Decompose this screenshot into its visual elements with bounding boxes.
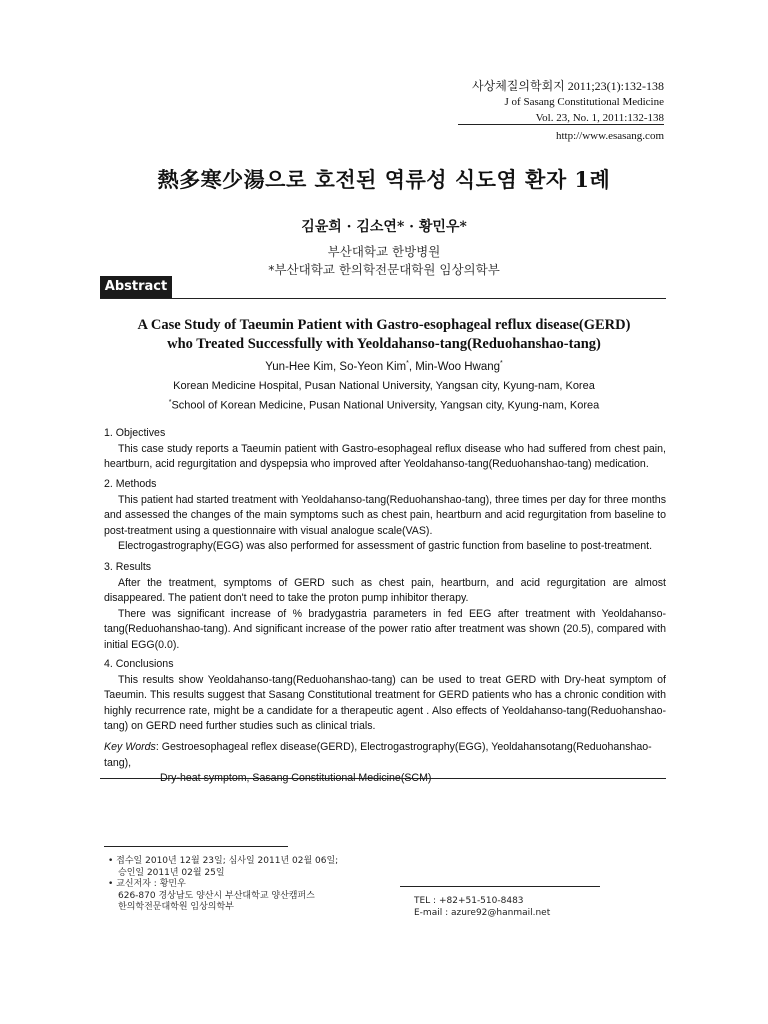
footnote-address-1: 626-870 경상남도 양산시 부산대학교 양산캠퍼스 <box>118 890 315 901</box>
english-title <box>0 316 768 354</box>
author-names-a: Yun-Hee Kim, So-Yeon Kim <box>265 360 407 373</box>
objectives-paragraph: This case study reports a Taeumin patient with Gastro-esophageal reflux disease who had suffered from chest pain, heartburn, acid regurgitation and dyspepsia who improved after Yeoldahanso-tang(Reduohanshao-tang) medication. <box>104 442 666 470</box>
journal-ref: 2011;23(1):132-138 <box>567 79 664 93</box>
affiliation-mark: * <box>168 399 172 406</box>
korean-title: 熱多寒少湯으로 호전된 역류성 식도염 환자 1례 <box>157 167 611 192</box>
contact-info <box>414 896 550 919</box>
conclusions-heading: 4. Conclusions <box>104 658 174 670</box>
contact-rule <box>400 886 600 887</box>
korean-affiliation-1: 부산대학교 한방병원 <box>327 244 441 259</box>
abstract-label: Abstract <box>100 276 172 298</box>
keywords-list-2: Dry-heat symptom, Sasang Constitutional Medicine(SCM) <box>160 772 432 784</box>
author-names-b: , Min-Woo Hwang <box>408 360 501 373</box>
footnote-accepted: 승인일 2011년 02월 25일 <box>118 867 225 878</box>
journal-name-english: J of Sasang Constitutional Medicine <box>504 96 664 108</box>
author-mark-2: * <box>500 360 503 367</box>
footnote-rule <box>104 846 288 847</box>
affiliation-2-text: School of Korean Medicine, Pusan National University, Yangsan city, Kyung-nam, Korea <box>171 399 600 412</box>
english-affiliation-1: Korean Medicine Hospital, Pusan National University, Yangsan city, Kyung-nam, Korea <box>173 380 595 392</box>
journal-url[interactable]: http://www.esasang.com <box>555 130 664 142</box>
journal-header <box>472 78 664 144</box>
footnote-address-2: 한의학전문대학원 임상의학부 <box>118 902 234 912</box>
korean-affiliation-2: *부산대학교 한의학전문대학원 임상의학부 <box>268 262 500 277</box>
abstract-bottom-rule <box>100 778 666 779</box>
abstract-bar <box>100 276 666 299</box>
journal-citation <box>472 78 664 94</box>
conclusions-paragraph: This results show Yeoldahanso-tang(Reduohanshao-tang) can be used to treat GERD with Dry-heat symptom of Taeumin. This results suggest that Sasang Constitutional treatment for GERD patients who has a chronic condition with highly recurrence rate, might be a candidate for a therapeutic agent . Also effects of Yeoldahanso-tang(Reduohanshao-tang) on GERD need further studies such as clinical trials. <box>104 673 666 732</box>
keywords-line-1 <box>104 740 666 771</box>
korean-authors: 김윤희 · 김소연* · 황민우* <box>301 219 467 235</box>
english-title-line-2: who Treated Successfully with Yeoldahanso-tang(Reduohanshao-tang) <box>167 336 601 352</box>
contact-email[interactable]: E-mail : azure92@hanmail.net <box>414 907 551 918</box>
methods-paragraph-1: This patient had started treatment with Yeoldahanso-tang(Reduohanshao-tang), three times per day for three months and assessed the changes of the main symptoms such as chest pain, heartburn and acid regurgitation from baseline to post-treatment using a questionnaire with visual analogue scale(VAS). <box>104 493 666 537</box>
methods-paragraph-2: Electrogastrography(EGG) was also performed for assessment of gastric function from baseline to post-treatment. <box>118 540 653 552</box>
section-methods <box>104 477 666 555</box>
journal-volume: Vol. 23, No. 1, 2011:132-138 <box>535 112 664 124</box>
results-heading: 3. Results <box>104 561 152 573</box>
section-conclusions <box>104 657 666 735</box>
author-mark-1: * <box>406 360 409 367</box>
footnote-received: • 접수일 2010년 12월 23일; 심사일 2011년 02월 06일; <box>108 856 339 866</box>
keywords-list-1: : Gestroesophageal reflex disease(GERD), Electrogastrography(EGG), Yeoldahansotang(Reduohanshao-tang), <box>104 741 652 769</box>
keywords-label: Key Words <box>104 741 156 753</box>
english-title-line-1: A Case Study of Taeumin Patient with Gastro-esophageal reflux disease(GERD) <box>137 317 631 333</box>
methods-heading: 2. Methods <box>104 478 157 490</box>
journal-name-korean: 사상체질의학회지 <box>472 79 565 93</box>
header-rule <box>458 124 664 125</box>
footnotes <box>108 856 338 914</box>
footnote-correspondence: • 교신저자 : 황민우 <box>108 879 186 889</box>
section-results <box>104 560 666 653</box>
results-paragraph-2: There was significant increase of % bradygastria parameters in fed EEG after treatment with Yeoldahanso-tang(Reduohanshao-tang). And significant increase of the power ratio after treatment was shown (20.5), compared with initial EGG(0.0). <box>104 607 666 651</box>
results-paragraph-1: After the treatment, symptoms of GERD such as chest pain, heartburn, and acid regurgitation are almost disappeared. The patient don't need to take the proton pump inhibitor therapy. <box>104 576 666 604</box>
section-objectives <box>104 426 666 473</box>
objectives-heading: 1. Objectives <box>104 427 166 439</box>
english-affiliation-2 <box>0 399 768 412</box>
english-authors <box>0 360 768 373</box>
keywords <box>104 740 666 787</box>
contact-tel: TEL : +82+51-510-8483 <box>414 896 524 906</box>
